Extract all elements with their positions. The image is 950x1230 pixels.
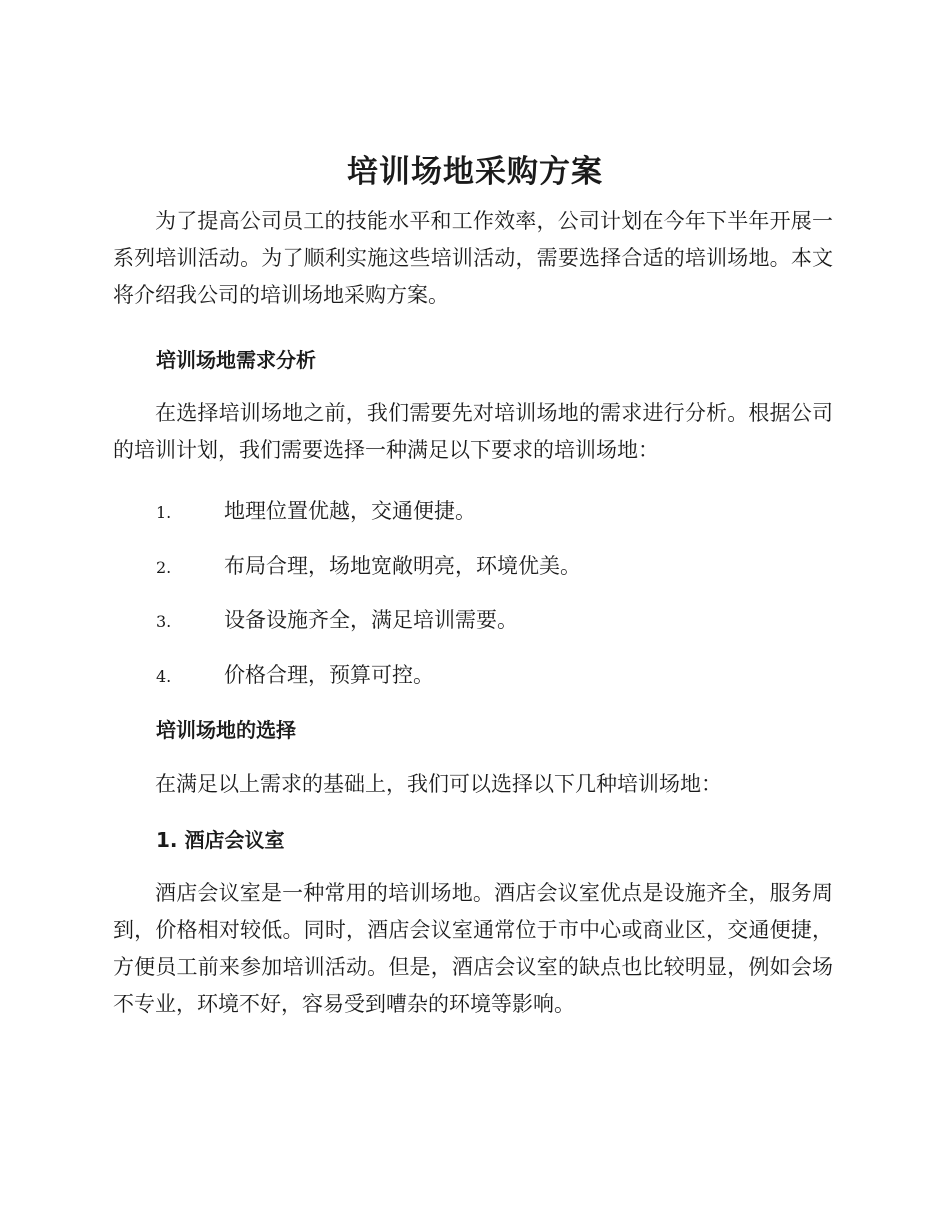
requirements-paragraph: 在选择培训场地之前，我们需要先对培训场地的需求进行分析。根据公司的培训计划，我们需要选择一种满足以下要求的培训场地： bbox=[113, 401, 833, 462]
hotel-paragraph: 酒店会议室是一种常用的培训场地。酒店会议室优点是设施齐全，服务周到，价格相对较低。同时，酒店会议室通常位于市中心或商业区，交通便捷，方便员工前来参加培训活动。但是，酒店会议室的缺点也比较明显，例如会场不专业，环境不好，容易受到嘈杂的环境等影响。 bbox=[113, 881, 833, 1016]
intro-paragraph: 为了提高公司员工的技能水平和工作效率，公司计划在今年下半年开展一系列培训活动。为了顺利实施这些培训活动，需要选择合适的培训场地。本文将介绍我公司的培训场地采购方案。 bbox=[113, 209, 833, 307]
list-item-number: 2. bbox=[156, 558, 172, 577]
list-item bbox=[156, 496, 836, 528]
document-title: 培训场地采购方案 bbox=[347, 154, 603, 190]
list-item-number: 4. bbox=[156, 667, 172, 686]
list-item-text: 地理位置优越，交通便捷。 bbox=[224, 499, 476, 523]
list-item bbox=[156, 660, 836, 692]
section-heading-selection: 培训场地的选择 bbox=[156, 718, 296, 742]
list-item-text: 价格合理，预算可控。 bbox=[224, 663, 434, 687]
list-item-number: 1. bbox=[156, 503, 172, 522]
list-item bbox=[156, 551, 836, 583]
list-item bbox=[156, 605, 836, 637]
list-item-text: 布局合理，场地宽敞明亮，环境优美。 bbox=[224, 554, 581, 578]
section-heading-hotel: 1. 酒店会议室 bbox=[156, 828, 285, 852]
section-heading-requirements: 培训场地需求分析 bbox=[156, 348, 316, 372]
list-item-number: 3. bbox=[156, 612, 172, 631]
selection-paragraph: 在满足以上需求的基础上，我们可以选择以下几种培训场地： bbox=[155, 772, 722, 796]
list-item-text: 设备设施齐全，满足培训需要。 bbox=[224, 608, 518, 632]
